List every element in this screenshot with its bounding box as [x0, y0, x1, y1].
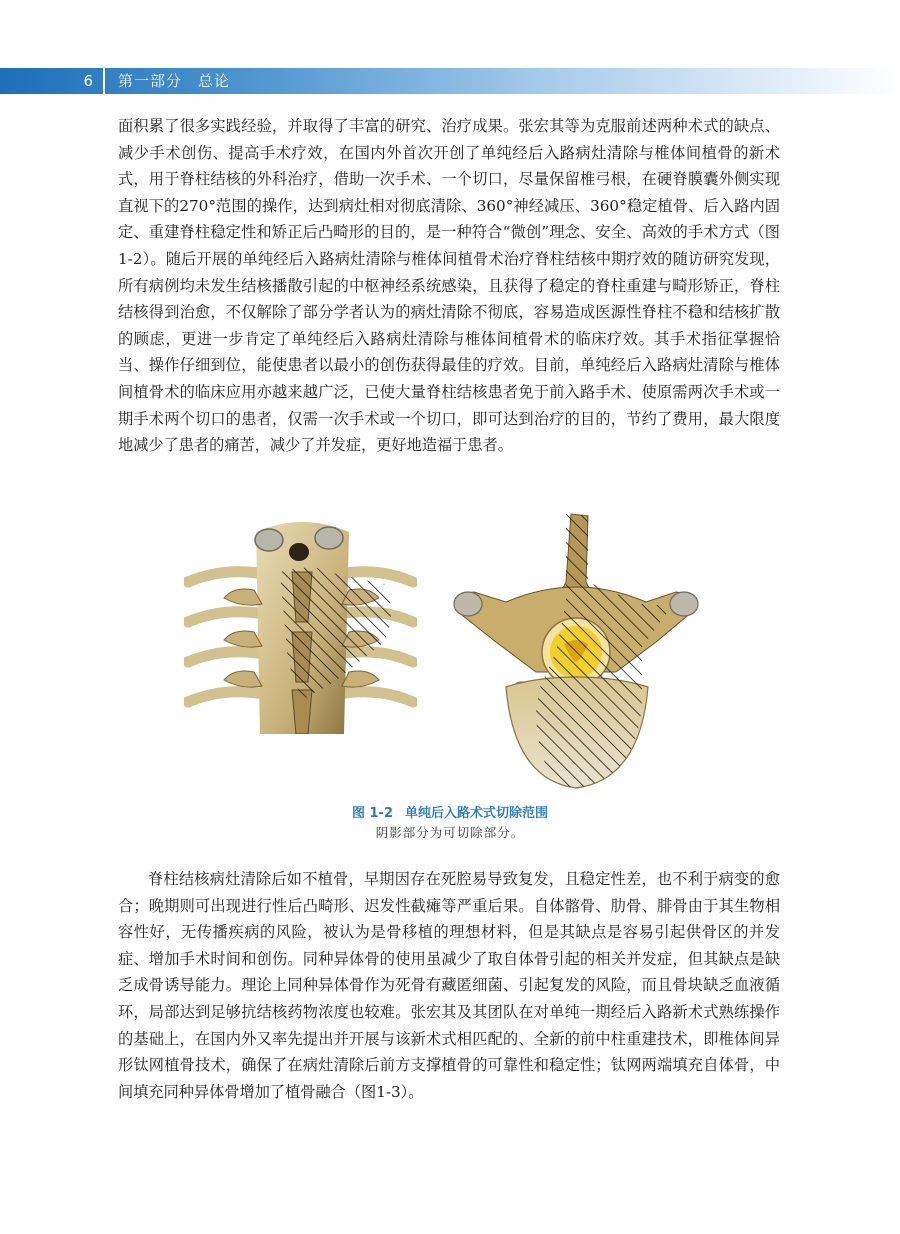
- spine-posterior-illustration: [184, 512, 417, 734]
- body-paragraph-1: 面积累了很多实践经验，并取得了丰富的研究、治疗成果。张宏其等为克服前述两种术式的缺点、减少手术创伤、提高手术疗效，在国内外首次开创了单纯经后入路病灶清除与椎体间植骨的新术式，用于脊柱结核的外科治疗，借助一次手术、一个切口，尽量保留椎弓根，在硬脊膜囊外侧实现直视下的270°范围的操作，达到病灶相对彻底清除、360°神经减压、360°稳定植骨、后入路内固定、重建脊柱稳定性和矫正后凸畸形的目的，是一种符合“微创”理念、安全、高效的手术方式（图1-2）。随后开展的单纯经后入路病灶清除与椎体间植骨术治疗脊柱结核中期疗效的随访研究发现，所有病例均未发生结核播散引起的中枢神经系统感染，且获得了稳定的脊柱重建与畸形矫正，脊柱结核得到治愈，不仅解除了部分学者认为的病灶清除不彻底，容易造成医源性脊柱不稳和结核扩散的顾虑，更进一步肯定了单纯经后入路病灶清除与椎体间植骨术的临床疗效。其手术指征掌握恰当、操作仔细到位，能使患者以最小的创伤获得最佳的疗效。目前，单纯经后入路病灶清除与椎体间植骨术的临床应用亦越来越广泛，已使大量脊柱结核患者免于前入路手术、使原需两次手术或一期手术两个切口的患者，仅需一次手术或一个切口，即可达到治疗的目的，节约了费用，最大限度地减少了患者的痛苦，减少了并发症，更好地造福于患者。: [118, 117, 780, 455]
- figure-caption-note: 阴影部分为可切除部分。: [375, 825, 525, 840]
- page-number: 6: [83, 72, 93, 90]
- figure-caption-title: [0, 802, 900, 821]
- figure-title: 单纯后入路术式切除范围: [405, 806, 549, 821]
- header-divider: [103, 68, 105, 94]
- vertebra-axial-illustration: [436, 512, 714, 790]
- figure-label: 图 1-2: [351, 806, 393, 821]
- section-title: 第一部分 总论: [118, 72, 231, 90]
- body-paragraph-2: 脊柱结核病灶清除后如不植骨，早期因存在死腔易导致复发，且稳定性差，也不利于病变的愈合；晚期则可出现进行性后凸畸形、迟发性截瘫等严重后果。自体髂骨、肋骨、腓骨由于其生物相容性好，无传播疾病的风险，被认为是骨移植的理想材料，但是其缺点是容易引起供骨区的并发症、增加手术时间和创伤。同种异体骨的使用虽减少了取自体骨引起的相关并发症，但其缺点是缺乏成骨诱导能力。理论上同种异体骨作为死骨有藏匿细菌、引起复发的风险，而且骨块缺乏血液循环，局部达到足够抗结核药物浓度也较难。张宏其及其团队在对单纯一期经后入路新术式熟练操作的基础上，在国内外又率先提出并开展与该新术式相匹配的、全新的前中柱重建技术，即椎体间异形钛网植骨技术，确保了在病灶清除后前方支撑植骨的可靠性和稳定性；钛网两端填充自体骨，中间填充同种异体骨增加了植骨融合（图1-3）。: [118, 870, 780, 1101]
